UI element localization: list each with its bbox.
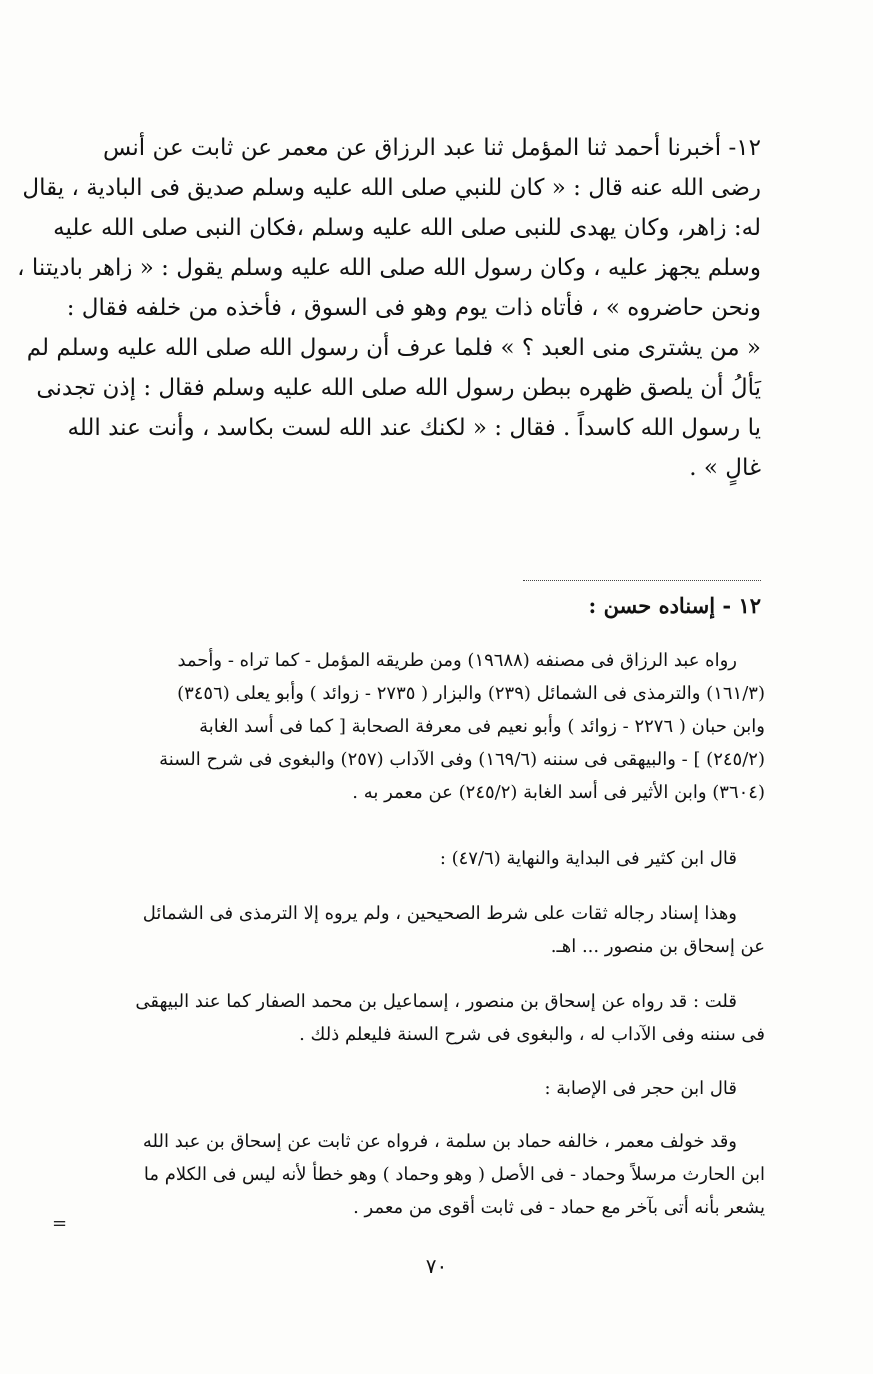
hadith-line: غالٍ » . [689, 455, 761, 481]
hadith-line: يَألُ أن يلصق ظهره ببطن رسول الله صلى الله عليه وسلم فقال : إذن تجدنى [36, 375, 761, 401]
footnote-paragraph-sources [106, 644, 765, 809]
page-number: ٧٠ [425, 1254, 448, 1278]
footnote-line: (٣٦٠٤) وابن الأثير فى أسد الغابة (٢٤٥/٢) عن معمر به . [352, 782, 765, 803]
hadith-line: ونحن حاضروه » ، فأتاه ذات يوم وهو فى السوق ، فأخذه من خلفه فقال : [66, 295, 761, 321]
footnote-line: يشعر بأنه أتى بآخر مع حماد - فى ثابت أقوى من معمر . [353, 1197, 765, 1218]
hadith-line: « من يشترى منى العبد ؟ » فلما عرف أن رسول الله صلى الله عليه وسلم لم [26, 335, 761, 361]
footnote-line: (٢٤٥/٢) ] - والبيهقى فى سننه (١٦٩/٦) وفى الآداب (٢٥٧) والبغوى فى شرح السنة [159, 749, 765, 770]
footnote-line: (١٦١/٣) والترمذى فى الشمائل (٢٣٩) والبزار ( ٢٧٣٥ - زوائد ) وأبو يعلى (٣٤٥٦) [177, 683, 765, 704]
hadith-line: رضى الله عنه قال : « كان للنبي صلى الله عليه وسلم صديق فى البادية ، يقال [22, 175, 761, 201]
footnote-line: ابن الحارث مرسلاً وحماد - فى الأصل ( وهو وحماد ) وهو خطأ لأنه ليس فى الكلام ما [143, 1164, 765, 1185]
hadith-text [17, 128, 761, 488]
footnote-separator [523, 580, 761, 581]
margin-continuation-mark: = [52, 1213, 68, 1234]
hadith-line: له: زاهر، وكان يهدى للنبى صلى الله عليه وسلم ،فكان النبى صلى الله عليه [53, 215, 761, 241]
footnote-line: وابن حبان ( ٢٢٧٦ - زوائد ) وأبو نعيم فى معرفة الصحابة [ كما فى أسد الغابة [199, 716, 765, 737]
footnote-line: قلت : قد رواه عن إسحاق بن منصور ، إسماعيل بن محمد الصفار كما عند البيهقى [135, 991, 737, 1012]
hadith-line: وسلم يجهز عليه ، وكان رسول الله صلى الله عليه وسلم يقول : « زاهر باديتنا ، [17, 255, 761, 281]
footnote-paragraph-quote [106, 897, 765, 963]
footnote-line: قال ابن كثير فى البداية والنهاية (٤٧/٦) : [439, 848, 737, 869]
footnote-line: رواه عبد الرزاق فى مصنفه (١٩٦٨٨) ومن طريقه المؤمل - كما تراه - وأحمد [177, 650, 737, 671]
footnote-line: عن إسحاق بن منصور ... اهـ. [550, 936, 765, 957]
footnote-line: فى سننه وفى الآداب له ، والبغوى فى شرح السنة فليعلم ذلك . [299, 1024, 765, 1045]
footnote-line: وقد خولف معمر ، خالفه حماد بن سلمة ، فرواه عن ثابت عن إسحاق بن عبد الله [142, 1131, 737, 1152]
footnote-line: قال ابن حجر فى الإصابة : [544, 1078, 737, 1099]
hadith-line: ١٢- أخبرنا أحمد ثنا المؤمل ثنا عبد الرزاق عن معمر عن ثابت عن أنس [103, 135, 761, 161]
footnote-line: وهذا إسناد رجاله ثقات على شرط الصحيحين ، ولم يروه إلا الترمذى فى الشمائل [142, 903, 737, 924]
footnote-paragraph-author-note [106, 985, 765, 1051]
footnote-paragraph-ibn-hajar [106, 1072, 765, 1105]
footnote-paragraph-hammad [106, 1125, 765, 1224]
footnote-heading: ١٢ - إسناده حسن : [588, 593, 761, 618]
hadith-line: يا رسول الله كاسداً . فقال : « لكنك عند الله لست بكاسد ، وأنت عند الله [67, 415, 761, 441]
footnote-paragraph-ibn-kathir [106, 842, 765, 875]
